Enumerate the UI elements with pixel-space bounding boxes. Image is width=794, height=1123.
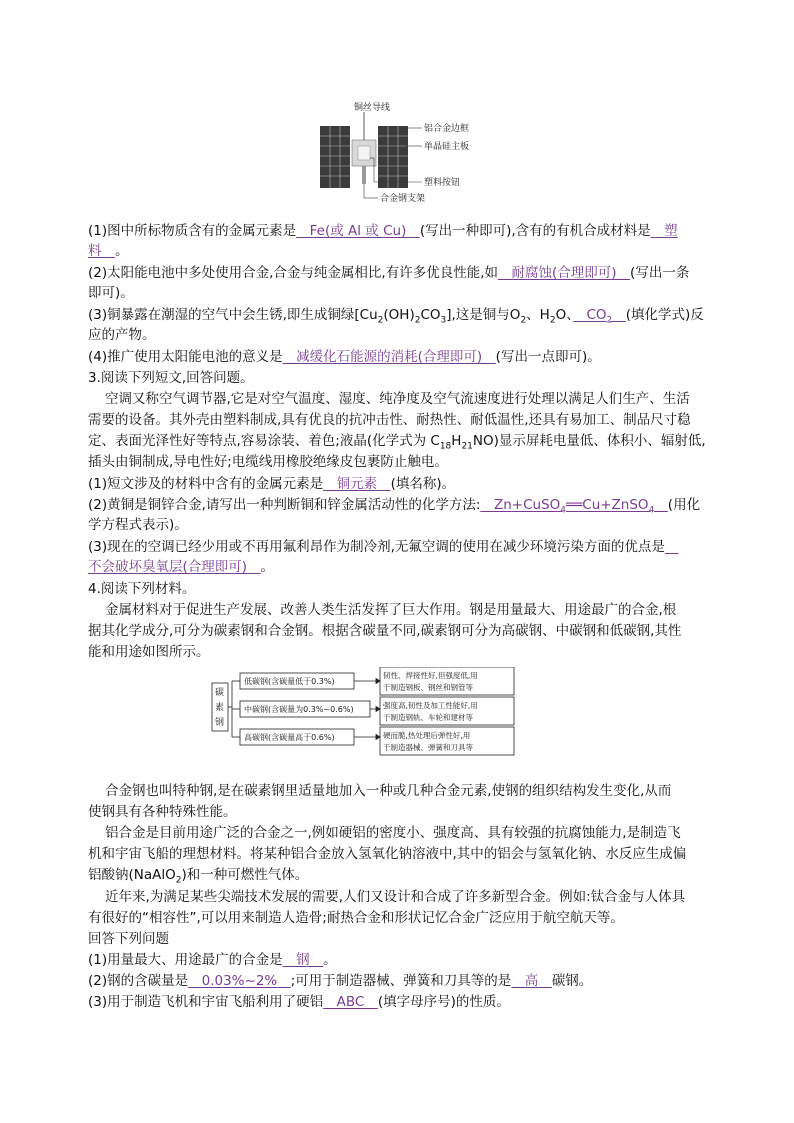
q4-paragraph-9: 近年来,为满足某些尖端技术发展的需要,人们又设计和合成了许多新型合金。例如:钛合金与人体具 [105, 889, 686, 905]
label-plastic-button: 塑料按钮 [424, 178, 461, 188]
answer-abc: ABC [323, 994, 378, 1010]
q3-line-4: (3)现在的空调已经少用或不再用氟利昂作为制冷剂,无氟空调的使用在减少环境污染方面的优点是 [88, 539, 665, 555]
q4-paragraph-10: 有很好的“相容性”,可以用来制造人造骨;耐热合金和形状记忆合金广泛应用于航空航天等。 [88, 910, 624, 926]
q3-paragraph-3: 定、表面光泽性好等特点,容易涂装、着色;液晶(化学式为 $C_{18}H_{21}NO$)显示屏耗电量低、体积小、辐射低, [88, 433, 706, 452]
label-alloy-bracket: 合金钢支架 [380, 194, 426, 204]
q4-paragraph-2: 据其化学成分,可分为碳素钢和合金钢。根据含碳量不同,碳素钢可分为高碳钢、中碳钢和低碳钢,其性 [88, 623, 682, 639]
q3-paragraph-4: 插头由铜制成,导电性好;电缆线用橡胶绝缘皮包裹防止触电。 [88, 454, 448, 470]
q2-line-3: (2)太阳能电池中多处使用合金,合金与纯金属相比,有许多优良性能,如 耐腐蚀(合理即可) (写出一条 [88, 265, 690, 281]
answer-copper-element: 铜元素 [323, 476, 391, 492]
root-char-3: 钢 [215, 718, 225, 728]
q3-title: 3.阅读下列短文,回答问题。 [88, 370, 254, 386]
q3-line-1: (1)短文涉及的材料中含有的金属元素是 铜元素 (填名称)。 [88, 476, 456, 492]
q3-paragraph-2: 需要的设备。其外壳由塑料制成,具有优良的抗冲击性、耐热性、耐低温性,还具有易加工、制品尺寸稳 [88, 412, 691, 428]
q4-title: 4.阅读下列材料。 [88, 581, 196, 597]
q4-paragraph-4: 合金钢也叫特种钢,是在碳素钢里适量地加入一种或几种合金元素,使钢的组织结构发生变化,从而 [105, 783, 672, 799]
label-copper-wire: 铜丝导线 [354, 103, 391, 113]
row-desc-low-1: 韧性、焊接性好,但强度低,用 [383, 671, 478, 680]
q2-line-2: 料 。 [88, 243, 129, 259]
q4-line-3: (3)用于制造飞机和宇宙飞船利用了硬铝 ABC (填字母序号)的性质。 [88, 994, 510, 1010]
answer-organic-material: 塑 [650, 223, 678, 239]
answer-carbon-content: 0.03%~2% [188, 973, 291, 989]
answer-metal-element: Fe(或 Al 或 Cu) [296, 223, 420, 239]
q2-line-6: 应的产物。 [88, 327, 156, 343]
label-si-board: 单晶硅主板 [424, 142, 470, 152]
row-desc-high-2: 于制造器械、弹簧和刀具等 [383, 743, 473, 752]
answer-high-carbon: 高 [511, 973, 552, 989]
q2-line-1: (1)图中所标物质含有的金属元素是 Fe(或 Al 或 Cu) (写出一种即可),含有的有机合成材料是 塑 [88, 223, 678, 239]
answer-ozone: 不会破坏臭氧层(合理即可) [88, 559, 261, 575]
q3-line-2: (2)黄铜是铜锌合金,请写出一种判断铜和锌金属活动性的化学方法: Zn+CuSO$_4$══Cu+ZnSO$_4$ (用化 [88, 497, 701, 516]
answer-alloy-property: 耐腐蚀(合理即可) [498, 265, 631, 281]
row-desc-mid-1: 强度高,韧性及加工性能好,用 [383, 701, 478, 710]
arrows [354, 679, 380, 740]
q2-line-4: 即可)。 [88, 285, 134, 301]
q4-paragraph-3: 能和用途如图所示。 [88, 644, 210, 660]
carbon-steel-diagram [210, 667, 530, 759]
q2-line-5: (3)铜暴露在潮湿的空气中会生锈,即生成铜绿$[Cu_2(OH)_2CO_3]$,这是铜与$O_2$、$H_2O$、 $CO_2$ (填化学式)反 [88, 307, 704, 326]
row-type-high: 高碳钢(含碳量高于0.6%) [244, 733, 335, 742]
row-type-low: 低碳钢(含碳量低于0.3%) [244, 677, 335, 686]
answer-equation: Zn+CuSO$_4$══Cu+ZnSO$_4$ [480, 497, 655, 516]
row-desc-low-2: 于制造钢板、钢丝和钢管等 [383, 683, 473, 692]
row-desc-mid-2: 于制造钢轨、车轮和建材等 [383, 713, 473, 722]
answer-co2: $CO_2$ [572, 307, 613, 326]
answer-steel: 钢 [282, 952, 324, 968]
solar-panel-figure [318, 102, 508, 208]
q3-paragraph-1: 空调又称空气调节器,它是对空气温度、湿度、纯净度及空气流速度进行处理以满足人们生产、生活 [105, 391, 690, 407]
label-al-frame: 铝合金边框 [424, 124, 470, 134]
q4-paragraph-5: 使钢具有各种特殊性能。 [88, 804, 237, 820]
q4-line-1: (1)用量最大、用途最广的合金是 钢 。 [88, 952, 337, 968]
q4-paragraph-6: 铝合金是目前用途广泛的合金之一,例如硬铝的密度小、强度高、具有较强的抗腐蚀能力,是制造飞 [105, 825, 681, 841]
q4-paragraph-8: 铝酸钠(NaAlO$_2$)和一种可燃性气体。 [88, 867, 309, 886]
row-desc-high-1: 硬而脆,热处理后弹性好,用 [383, 731, 471, 740]
center-body [352, 112, 376, 184]
solar-panel-right [378, 126, 408, 188]
q3-line-3: 学方程式表示)。 [88, 517, 188, 533]
q4-line-2: (2)钢的含碳量是 0.03%~2% ;可用于制造器械、弹簧和刀具等的是 高 碳钢。 [88, 973, 593, 989]
root-char-1: 碳 [215, 688, 225, 698]
answer-solar-meaning: 减缓化石能源的消耗(合理即可) [282, 349, 496, 365]
solar-panel-left [320, 126, 350, 188]
q4-question-title: 回答下列问题 [88, 931, 169, 947]
root-char-2: 素 [215, 703, 225, 713]
q4-paragraph-7: 机和宇宙飞船的理想材料。将某种铝合金放入氢氧化钠溶液中,其中的铝会与氢氧化钠、水反应生成偏 [88, 846, 687, 862]
q4-paragraph-1: 金属材料对于促进生产发展、改善人类生活发挥了巨大作用。钢是用量最大、用途最广的合金,根 [105, 602, 677, 618]
row-type-mid: 中碳钢(含碳量为0.3%~0.6%) [244, 705, 354, 714]
q2-line-7: (4)推广使用太阳能电池的意义是 减缓化石能源的消耗(合理即可) (写出一点即可)。 [88, 349, 601, 365]
q3-line-5: 不会破坏臭氧层(合理即可) 。 [88, 559, 275, 575]
